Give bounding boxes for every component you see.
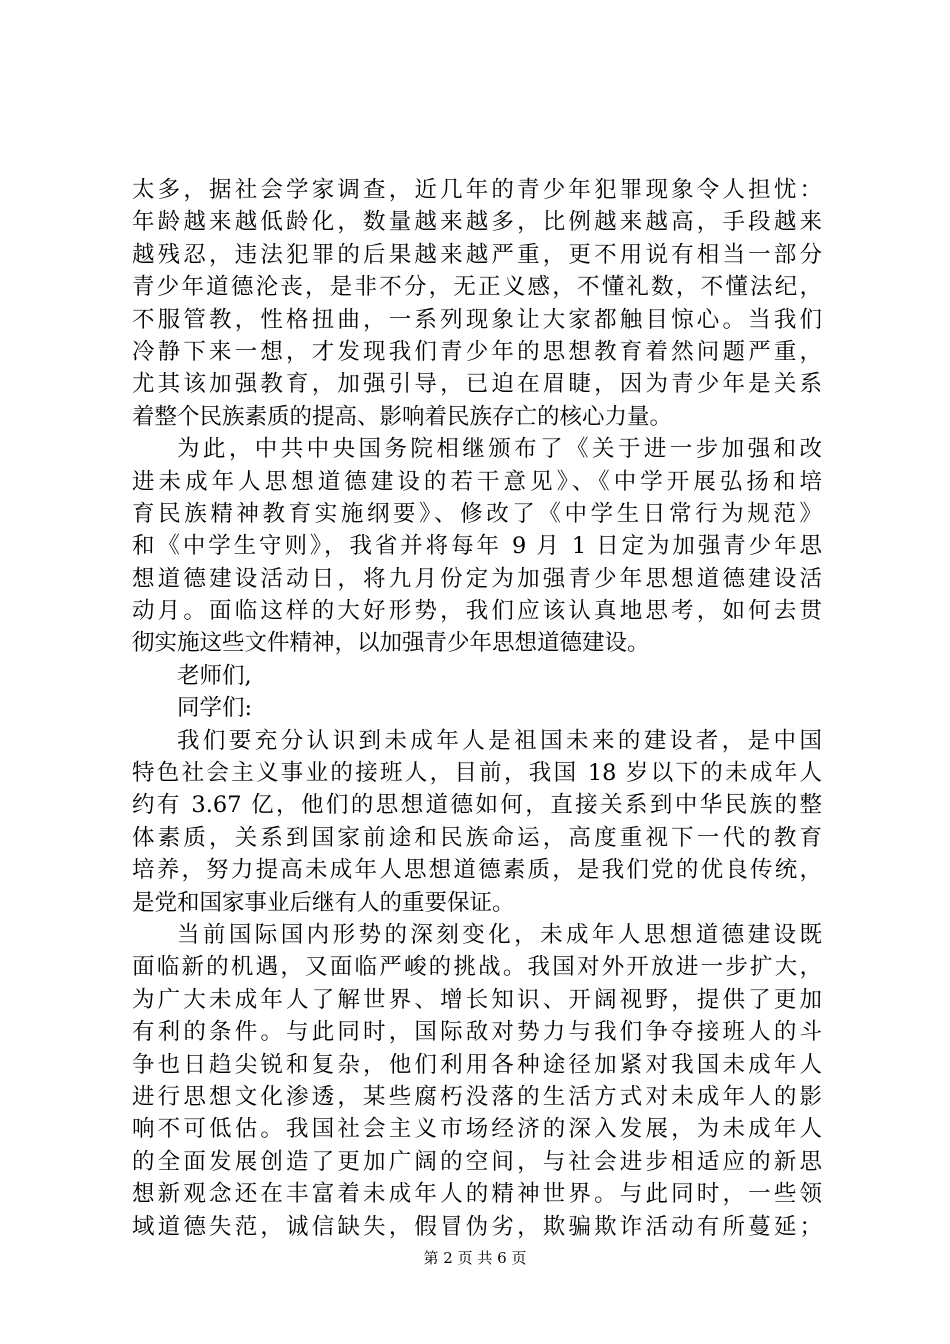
text-line: 想道德建设活动日，将九月份定为加强青少年思想道德建设活 <box>132 565 822 592</box>
text-line: 为此，中共中央国务院相继颁布了《关于进一步加强和改 <box>177 436 822 463</box>
text-line: 彻实施这些文件精神，以加强青少年思想道德建设。 <box>132 630 650 657</box>
text-line: 尤其该加强教育，加强引导，已迫在眉睫，因为青少年是关系 <box>132 371 822 398</box>
text-line: 进未成年人思想道德建设的若干意见》、《中学开展弘扬和培 <box>132 468 822 495</box>
text-line: 动月。面临这样的大好形势，我们应该认真地思考，如何去贯 <box>132 598 822 625</box>
text-line: 想新观念还在丰富着未成年人的精神世界。与此同时，一些领 <box>132 1181 822 1208</box>
text-line: 育民族精神教育实施纲要》、修改了《中学生日常行为规范》 <box>132 500 822 527</box>
text-line: 年龄越来越低龄化，数量越来越多，比例越来越高，手段越来 <box>132 209 822 236</box>
text-line: 冷静下来一想，才发现我们青少年的思想教育着然问题严重， <box>132 338 822 365</box>
text-line: 当前国际国内形势的深刻变化，未成年人思想道德建设既 <box>177 921 822 948</box>
text-line: 是党和国家事业后继有人的重要保证。 <box>132 889 515 916</box>
text-line: 争也日趋尖锐和复杂，他们利用各种途径加紧对我国未成年人 <box>132 1051 822 1078</box>
text-line: 响不可低估。我国社会主义市场经济的深入发展，为未成年人 <box>132 1116 822 1143</box>
text-line: 太多，据社会学家调查，近几年的青少年犯罪现象令人担忧： <box>132 177 822 203</box>
document-body <box>132 174 822 1243</box>
text-line: 不服管教，性格扭曲，一系列现象让大家都触目惊心。当我们 <box>132 306 822 333</box>
text-line: 青少年道德沦丧，是非不分，无正义感，不懂礼数，不懂法纪， <box>132 274 822 301</box>
text-line: 为广大未成年人了解世界、增长知识、开阔视野，提供了更加 <box>132 986 822 1013</box>
text-line: 越残忍，违法犯罪的后果越来越严重，更不用说有相当一部分 <box>132 241 822 268</box>
text-line: 进行思想文化渗透，某些腐朽没落的生活方式对未成年人的影 <box>132 1083 822 1110</box>
page-footer: 第 2 页 共 6 页 <box>423 1249 527 1267</box>
text-line: 特色社会主义事业的接班人，目前，我国 18 岁以下的未成年人 <box>132 760 822 787</box>
text-line: 培养，努力提高未成年人思想道德素质，是我们党的优良传统， <box>132 857 822 884</box>
text-line: 面临新的机遇，又面临严峻的挑战。我国对外开放进一步扩大， <box>132 954 822 981</box>
text-line: 我们要充分认识到未成年人是祖国未来的建设者，是中国 <box>177 727 822 754</box>
text-line: 同学们: <box>177 695 253 722</box>
text-line: 约有 3.67 亿，他们的思想道德如何，直接关系到中华民族的整 <box>132 792 822 819</box>
text-line: 着整个民族素质的提高、影响着民族存亡的核心力量。 <box>132 403 673 430</box>
text-line: 域道德失范，诚信缺失，假冒伪劣，欺骗欺诈活动有所蔓延； <box>132 1213 822 1240</box>
text-line: 老师们, <box>177 662 252 689</box>
text-line: 和《中学生守则》，我省并将每年 9 月 1 日定为加强青少年思 <box>132 533 822 560</box>
text-line: 有利的条件。与此同时，国际敌对势力与我们争夺接班人的斗 <box>132 1019 822 1046</box>
text-line: 的全面发展创造了更加广阔的空间，与社会进步相适应的新思 <box>132 1148 822 1175</box>
text-line: 体素质，关系到国家前途和民族命运，高度重视下一代的教育 <box>132 824 822 851</box>
